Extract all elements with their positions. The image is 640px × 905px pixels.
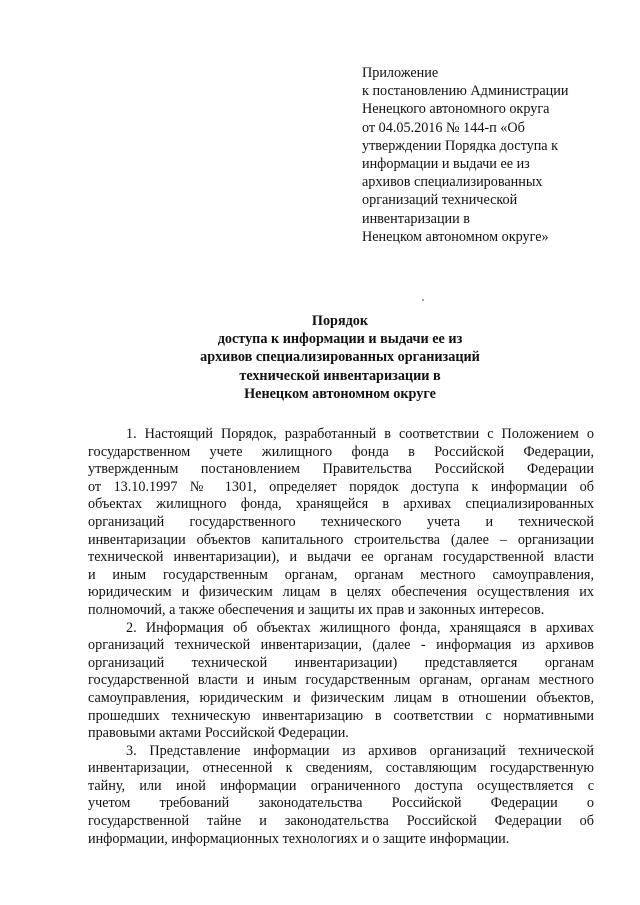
appendix-line: Ненецкого автономного округа	[362, 101, 550, 118]
body-line: информации, информационных технологиях и о защите информации.	[88, 830, 510, 847]
body-line: учетом требований законодательства Российской Федерации о	[88, 795, 594, 812]
body-line: государственной тайне и законодательства Российской Федерации об	[88, 813, 594, 830]
appendix-line: к постановлению Администрации	[362, 83, 569, 100]
title-line: доступа к информации и выдачи ее из	[217, 331, 463, 348]
title-line: Ненецком автономном округе	[244, 385, 436, 402]
body-line: 3. Представление информации из архивов организаций технической	[126, 742, 594, 759]
body-line: тайну, или иной информации ограниченного доступа осуществляется с	[88, 777, 594, 794]
body-line: правовыми актами Российской Федерации.	[88, 725, 349, 742]
appendix-line: архивов специализированных	[362, 174, 543, 191]
body-line: и иным государственным органам, органам местного самоуправления,	[88, 566, 594, 583]
appendix-line: утверждении Порядка доступа к	[362, 137, 559, 154]
body-line: утвержденным постановлением Правительства Российской Федерации	[88, 461, 594, 478]
body-line: от 13.10.1997 № 1301, определяет порядок доступа к информации об	[88, 478, 594, 495]
paragraph-3	[88, 743, 594, 849]
body-line: государственном учете жилищного фонда в Российской Федерации,	[88, 443, 594, 460]
appendix-line: Ненецком автономном округе»	[362, 228, 549, 245]
body-line: объектах жилищного фонда, хранящейся в архивах специализированных	[88, 496, 594, 513]
scan-speck	[422, 299, 424, 301]
appendix-line: инвентаризации в	[362, 210, 470, 227]
body-line: инвентаризации, отнесенной к сведениям, составляющим государственную	[88, 760, 594, 777]
body-line: организаций технической инвентаризации) представляется органам	[88, 654, 594, 671]
body-line: самоуправления, юридическим и физическим лицам в отношении объектов,	[88, 689, 594, 706]
body-line: инвентаризации объектов капитального строительства (далее – организации	[88, 531, 594, 548]
title-line: архивов специализированных организаций	[200, 349, 480, 366]
title-line: Порядок	[311, 313, 369, 329]
body-line: государственной власти и иным государственным органам, органам местного	[88, 672, 594, 689]
body-line: 2. Информация об объектах жилищного фонда, хранящаяся в архивах	[126, 619, 594, 636]
body-line: организаций технической инвентаризации, (далее - информация из архивов	[88, 637, 594, 654]
body-line: прошедших техническую инвентаризацию в соответствии с нормативными	[88, 707, 594, 724]
appendix-line: организаций технической	[362, 192, 518, 209]
document-title	[90, 312, 590, 403]
appendix-line: от 04.05.2016 № 144-п «Об	[362, 119, 525, 136]
body-line: технической инвентаризации), и выдачи ее органам государственной власти	[88, 549, 594, 566]
appendix-line: информации и выдачи ее из	[362, 156, 530, 173]
body-line: организаций государственного технического учета и технической	[88, 513, 594, 530]
paragraph-1	[88, 426, 594, 620]
body-line: юридическим и физическим лицам в целях обеспечения осуществления их	[88, 584, 594, 601]
title-line: технической инвентаризации в	[239, 367, 441, 384]
document-body	[88, 426, 594, 848]
body-line: 1. Настоящий Порядок, разработанный в соответствии с Положением о	[126, 426, 594, 442]
body-line: полномочий, а также обеспечения и защиты их прав и законных интересов.	[88, 601, 545, 618]
paragraph-2	[88, 620, 594, 743]
appendix-header	[362, 64, 602, 246]
appendix-line: Приложение	[362, 65, 439, 81]
